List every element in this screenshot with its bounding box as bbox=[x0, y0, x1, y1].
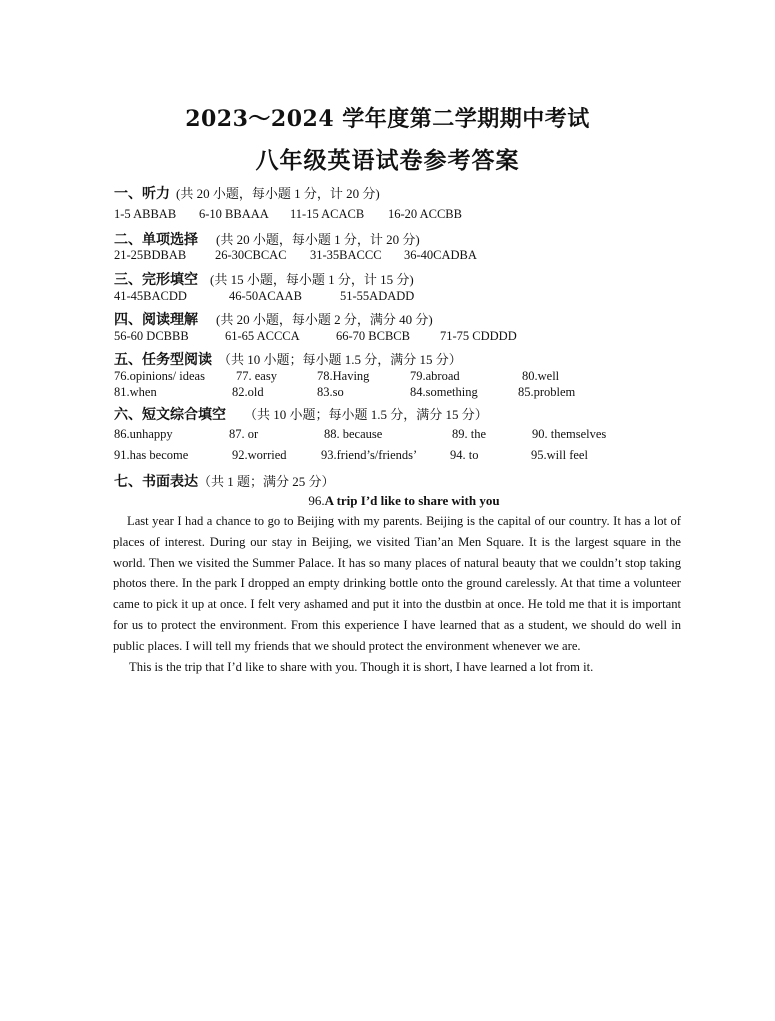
exam-title: 2023～2024 学年度第二学期期中考试 bbox=[185, 106, 590, 132]
section-cloze-heading: 三、完形填空 (共 15 小题，每小题 1 分，计 15 分) bbox=[114, 272, 414, 288]
essay-number: 96. bbox=[308, 493, 325, 508]
essay-title bbox=[0, 493, 775, 509]
answer-item: 87. or bbox=[229, 427, 259, 441]
answer-item: 85.problem bbox=[518, 385, 576, 399]
answer-item: 78.Having bbox=[317, 369, 370, 383]
essay-paragraph: This is the trip that I’d like to share with you. Though it is short, I have learned a lot from it. bbox=[129, 659, 594, 674]
answer-group: 51-55ADADD bbox=[340, 289, 415, 303]
answer-group: 61-65 ACCCA bbox=[225, 329, 300, 343]
essay-heading: A trip I’d like to share with you bbox=[324, 493, 500, 508]
answer-item: 76.opinions/ ideas bbox=[114, 369, 205, 383]
answer-group: 71-75 CDDDD bbox=[440, 329, 517, 343]
answer-group: 66-70 BCBCB bbox=[336, 329, 410, 343]
answer-item: 91.has become bbox=[114, 448, 189, 462]
answer-group: 56-60 DCBBB bbox=[114, 329, 189, 343]
answer-item: 79.abroad bbox=[410, 369, 460, 383]
answer-item: 81.when bbox=[114, 385, 157, 399]
essay-body bbox=[113, 511, 681, 677]
answer-group: 31-35BACCC bbox=[310, 248, 382, 262]
answer-item: 88. because bbox=[324, 427, 383, 441]
section-single-choice-heading: 二、单项选择 (共 20 小题，每小题 1 分，计 20 分) bbox=[114, 232, 420, 248]
answer-group: 16-20 ACCBB bbox=[388, 207, 462, 221]
answer-group: 41-45BACDD bbox=[114, 289, 187, 303]
answer-group: 1-5 ABBAB bbox=[114, 207, 177, 221]
answer-group: 21-25BDBAB bbox=[114, 248, 187, 262]
answer-item: 95.will feel bbox=[531, 448, 588, 462]
essay-paragraph: Last year I had a chance to go to Beijing with my parents. Beijing is the capital of our country. It has a lot of places of interest. During our stay in Beijing, we visited Tian’an Men Square. It is the largest square in the world. Then we visited the Summer Palace. It has so many places of natural beauty that we couldn’t stop taking photos there. In the park I dropped an empty drinking bottle onto the ground carelessly. At that time a volunteer came to pick it up at once. I felt very ashamed and put it into the dustbin at once. He told me that it is important for us to protect the environment. From this experience I have learned that as a student, we should do well in public places. I will tell my friends that we should protect the environment whenever we are. bbox=[113, 514, 681, 653]
answer-item: 89. the bbox=[452, 427, 487, 441]
answer-item: 84.something bbox=[410, 385, 478, 399]
answer-item: 90. themselves bbox=[532, 427, 607, 441]
answer-item: 94. to bbox=[450, 448, 479, 462]
answer-item: 77. easy bbox=[236, 369, 277, 383]
answer-item: 82.old bbox=[232, 385, 264, 399]
answer-item: 92.worried bbox=[232, 448, 287, 462]
section-listening-heading: 一、听力 (共 20 小题，每小题 1 分，计 20 分) bbox=[114, 186, 380, 202]
answer-group: 11-15 ACACB bbox=[290, 207, 365, 221]
section-writing-heading: 七、书面表达（共 1 题；满分 25 分） bbox=[114, 474, 335, 490]
section-passage-fill-heading: 六、短文综合填空 （共 10 小题；每小题 1.5 分，满分 15 分） bbox=[114, 407, 488, 423]
answer-key-title: 八年级英语试卷参考答案 bbox=[255, 147, 520, 174]
answer-item: 80.well bbox=[522, 369, 560, 383]
section-reading-heading: 四、阅读理解 (共 20 小题，每小题 2 分，满分 40 分) bbox=[114, 312, 433, 328]
answer-item: 83.so bbox=[317, 385, 344, 399]
answer-group: 36-40CADBA bbox=[404, 248, 477, 262]
answer-item: 86.unhappy bbox=[114, 427, 173, 441]
answer-group: 26-30CBCAC bbox=[215, 248, 287, 262]
answer-item: 93.friend’s/friends’ bbox=[321, 448, 418, 462]
section-task-reading-heading: 五、任务型阅读 （共 10 小题；每小题 1.5 分，满分 15 分） bbox=[114, 352, 462, 368]
answer-group: 46-50ACAAB bbox=[229, 289, 302, 303]
answer-group: 6-10 BBAAA bbox=[199, 207, 269, 221]
